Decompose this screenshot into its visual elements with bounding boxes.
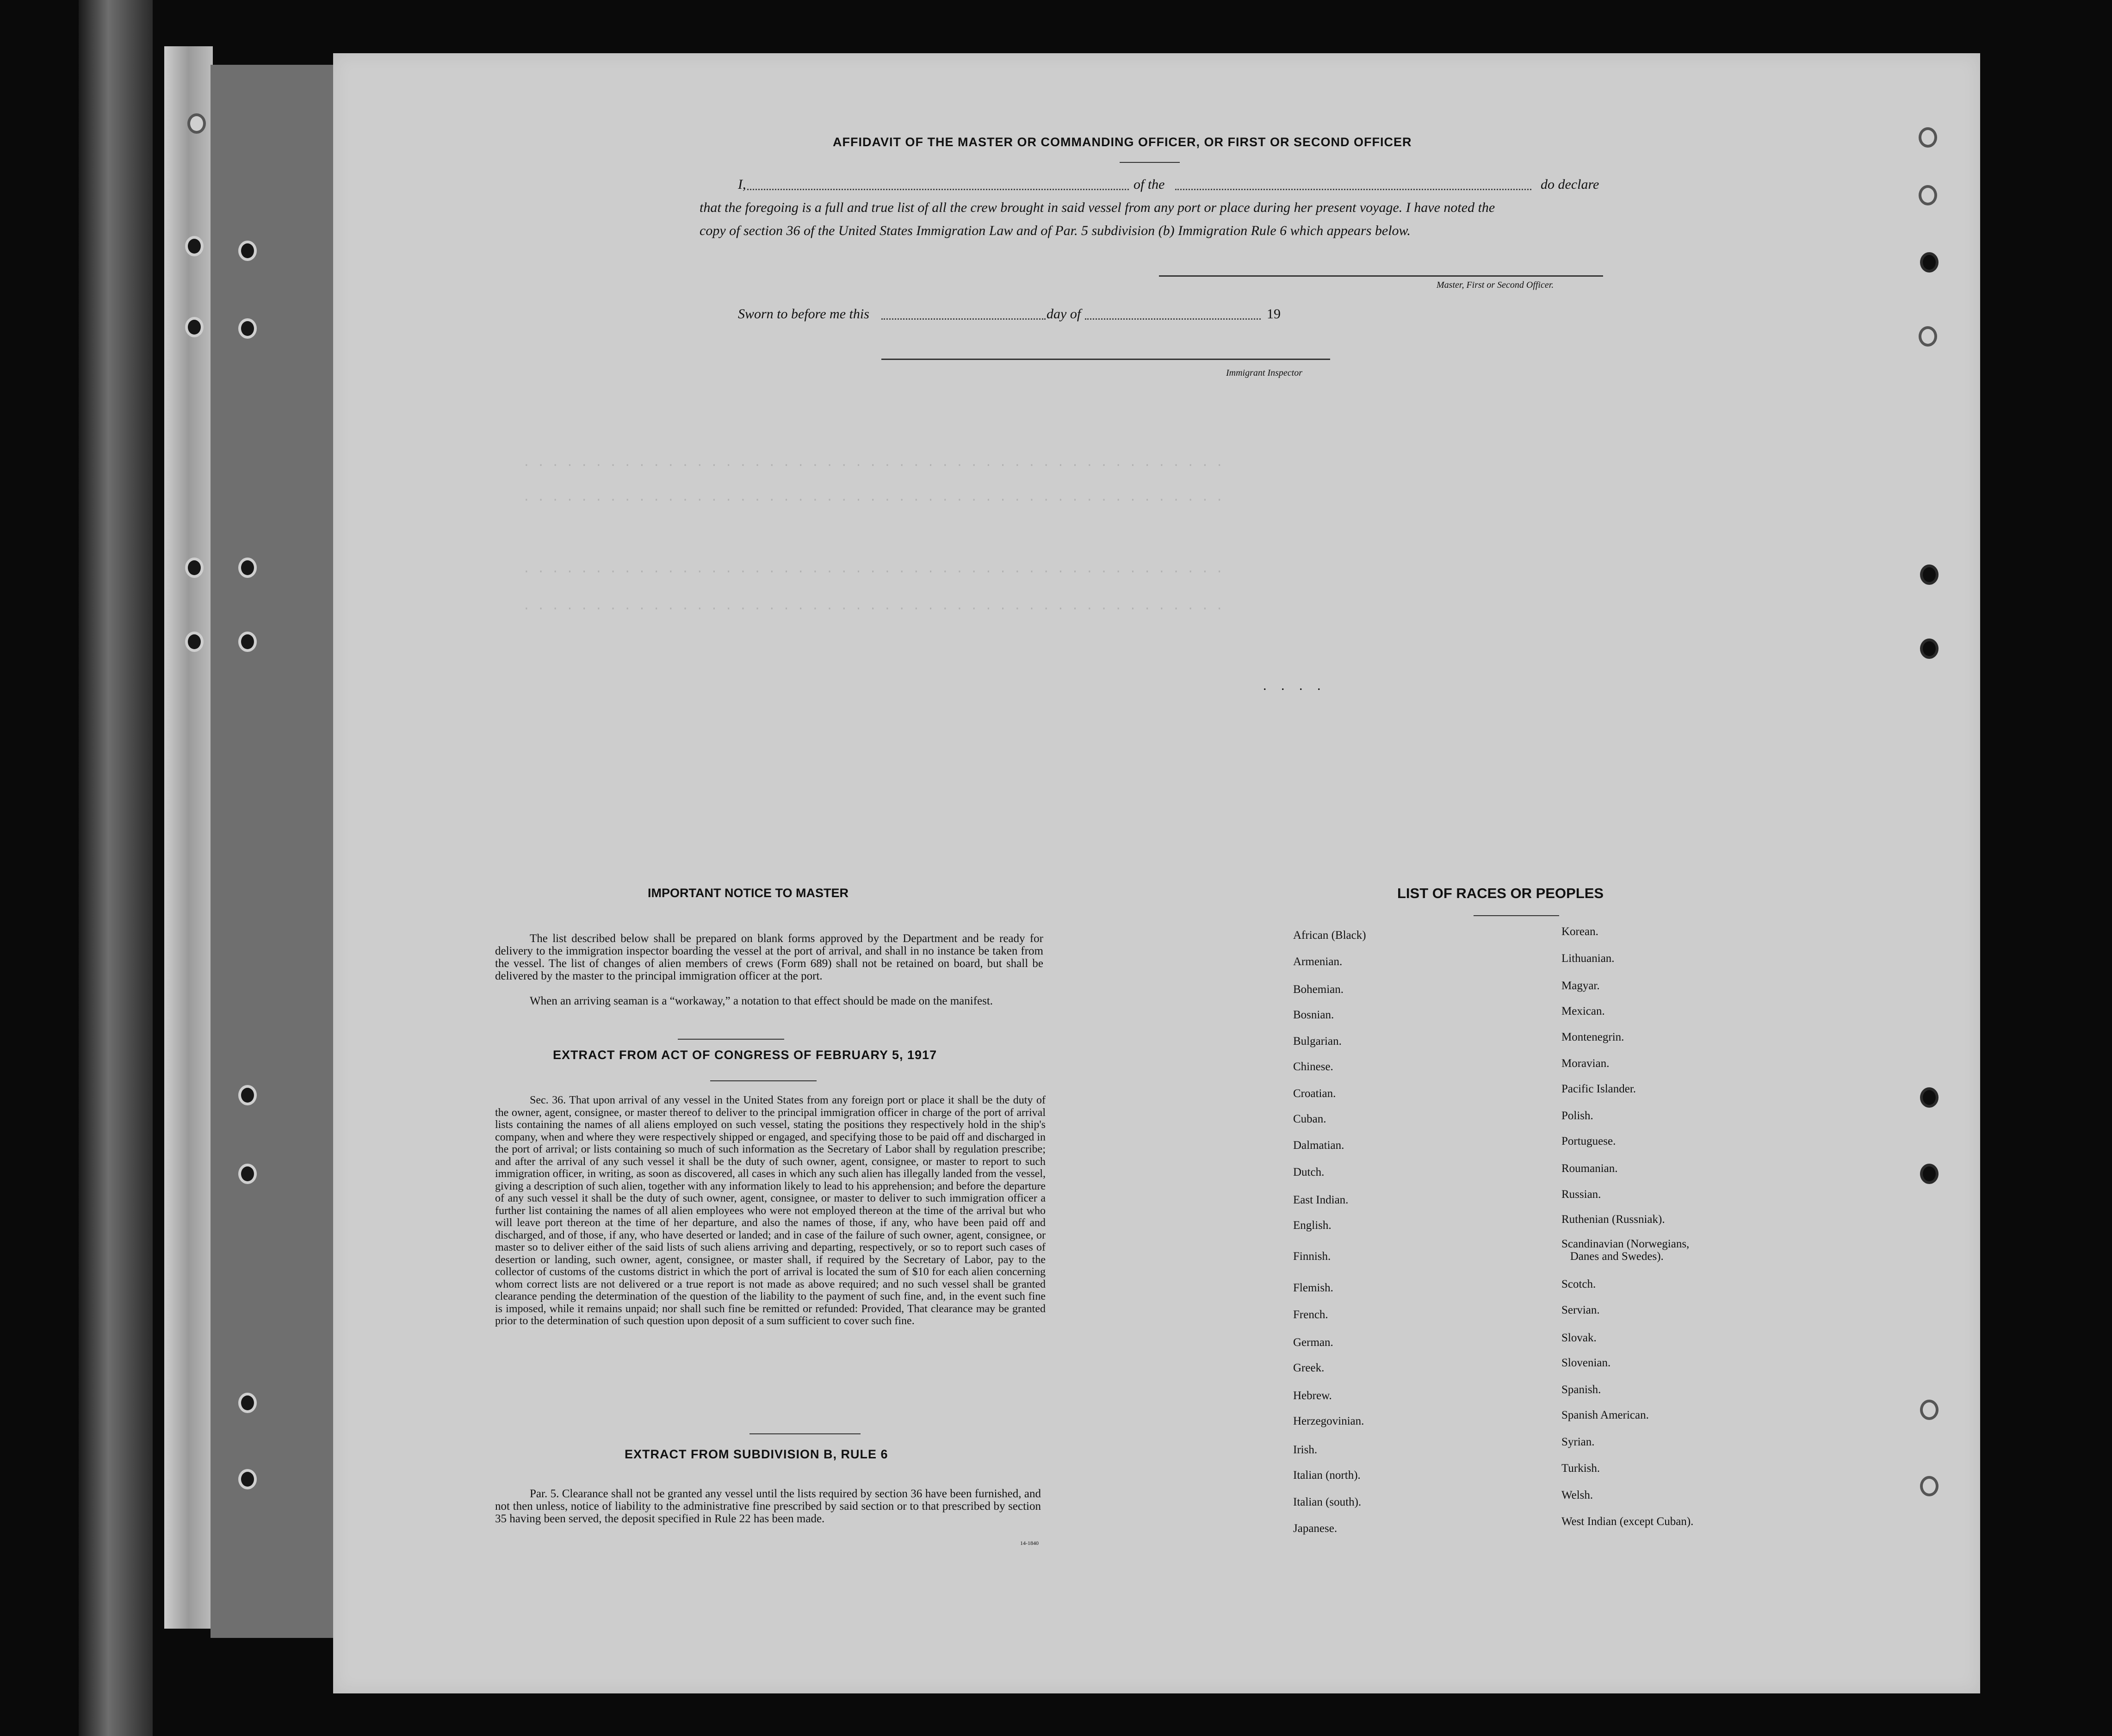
binder-hole [238,241,257,261]
race-right: Russian. [1561,1188,1601,1201]
film-edge-left [79,0,153,1736]
title-underline [1120,162,1180,163]
race-left: German. [1293,1336,1333,1349]
bleed-through-text: . . . . . . . . . . . . . . . . . . . . . . . . . . . . . . . . . . . . . . . . . . . . . . . . . [523,456,1223,470]
binder-hole [187,113,206,134]
race-right: Spanish. [1561,1383,1601,1396]
extract-act-title: EXTRACT FROM ACT OF CONGRESS OF FEBRUARY 5, 1917 [553,1048,937,1062]
race-right: Mexican. [1561,1005,1605,1017]
extract-act-body: Sec. 36. That upon arrival of any vessel in the United States from any foreign port or place it shall be the duty of the owner, agent, consignee, or master thereof to deliver to the principal immigration officer in charge of the port of arrival lists containing the names of all aliens employed on such vessel, stating the positions they respectively hold in the ship's company, when and where they were respectively shipped or engaged, and specifying those to be paid off and discharged in the port of arrival; or lists containing so much of such information as the Secretary of Labor shall by regulation prescribe; and after the arrival of any such vessel it shall be the duty of such owner, agent, consignee, or master to report to such immigration officer, in writing, as soon as discovered, all cases in which any such alien has illegally landed from the vessel, giving a description of such alien, together with any information likely to lead to his apprehension; and before the departure of any such vessel it shall be the duty of such owner, agent, consignee, or master to deliver to such immigration officer a further list containing the names of all alien employees who were not employed thereon at the time of the arrival but who will leave port thereon at the time of her departure, and also the names of those, if any, who have been paid off and discharged, and of those, if any, who have deserted or landed; and in case of the failure of such owner, agent, consignee, or master so to deliver either of the said lists of such aliens arriving and departing, respectively, or so to report such cases of desertion or landing, such owner, agent, consignee, or master shall, if required by the Secretary of Labor, pay to the collector of customs of the customs district in which the port of arrival is located the sum of $10 for each alien concerning whom correct lists are not delivered or a true report is not made as above required; and no such vessel shall be granted clearance pending the determination of the question of the liability to the payment of such fine, and, in the event such fine is imposed, while it remains unpaid; nor shall such fine be remitted or refunded: Provided, That clearance may be granted prior to the determination of such question upon deposit of a sum sufficient to cover such fine. [495,1094,1046,1327]
race-right: Syrian. [1561,1436,1595,1448]
notice-paragraph-1: The list described below shall be prepared on blank forms approved by the Department and be ready for delivery to the immigration inspector boarding the vessel at the port of arrival, and shall in no instance be taken from the vessel. The list of changes of alien members of crews (Form 689) shall not be retained on board, but shall be delivered by the master to the principal immigration officer at the port. [495,932,1043,982]
binder-hole [185,236,204,256]
extract-rule-title: EXTRACT FROM SUBDIVISION B, RULE 6 [625,1447,888,1461]
page-hole [1920,639,1939,659]
sworn-day-of: day of [1047,306,1081,322]
binder-hole [185,558,204,578]
binder-hole [238,318,257,339]
form-number: 14-1840 [1020,1540,1039,1546]
affidavit-declare: do declare [1541,177,1599,192]
affidavit-of-the: of the [1133,177,1165,192]
page-hole [1920,1476,1939,1496]
page-hole [1920,1087,1939,1108]
race-left: Finnish. [1293,1250,1331,1263]
race-left: Irish. [1293,1444,1318,1456]
binder-hole [238,558,257,578]
binder-hole [238,1469,257,1489]
dots: . . . . [1263,678,1326,693]
binder-hole [238,632,257,652]
page-hole [1919,185,1937,205]
race-right: Scotch. [1561,1278,1596,1290]
race-left: African (Black) [1293,929,1366,942]
divider [1474,915,1559,916]
binder-hole [238,1164,257,1184]
page-hole [1920,1164,1939,1184]
race-right: Slovak. [1561,1332,1597,1344]
race-left: Dutch. [1293,1166,1325,1178]
race-left: East Indian. [1293,1194,1349,1206]
sworn-year: 19 [1267,306,1281,322]
race-right: Moravian. [1561,1057,1610,1070]
race-right: Pacific Islander. [1561,1083,1636,1095]
race-left: Herzegovinian. [1293,1415,1364,1427]
races-title: LIST OF RACES OR PEOPLES [1397,885,1604,901]
underlying-sheet [211,65,349,1638]
binder-hole [185,317,204,337]
race-right: Turkish. [1561,1462,1600,1475]
race-left: Hebrew. [1293,1389,1332,1402]
race-right: Roumanian. [1561,1162,1618,1175]
page-hole [1920,1400,1939,1420]
race-left: Chinese. [1293,1060,1333,1073]
page-hole [1920,252,1939,273]
notice-title: IMPORTANT NOTICE TO MASTER [648,886,849,900]
race-right: Spanish American. [1561,1409,1649,1421]
race-left: English. [1293,1219,1332,1232]
race-right: Portuguese. [1561,1135,1616,1147]
page-hole [1920,564,1939,585]
sworn-prefix: Sworn to before me this [738,306,869,322]
race-left: Bosnian. [1293,1009,1334,1021]
binder-hole [238,1393,257,1413]
page-hole [1919,127,1937,148]
affidavit-title: AFFIDAVIT OF THE MASTER OR COMMANDING OFFICER, OR FIRST OR SECOND OFFICER [833,135,1412,149]
bleed-through-text: . . . . . . . . . . . . . . . . . . . . . . . . . . . . . . . . . . . . . . . . . . . . . . . . . [523,599,1223,613]
race-right: Scandinavian (Norwegians, Danes and Swedes). [1561,1238,1690,1263]
affidavit-line-3: copy of section 36 of the United States Immigration Law and of Par. 5 subdivision (b) Immigration Rule 6 which appears below. [700,223,1411,238]
race-left: Greek. [1293,1362,1325,1374]
signature-caption: Master, First or Second Officer. [1437,280,1554,290]
race-right: Magyar. [1561,980,1600,992]
race-left: Dalmatian. [1293,1139,1344,1152]
race-left: Italian (south). [1293,1496,1362,1508]
race-left: Flemish. [1293,1282,1333,1294]
binder-strip [164,46,213,1629]
signature-line [1159,275,1603,277]
race-right: Polish. [1561,1110,1593,1122]
affidavit-i: I, [738,177,746,192]
race-right: Korean. [1561,925,1598,938]
race-right: Lithuanian. [1561,952,1615,965]
race-left: Croatian. [1293,1087,1336,1100]
affidavit-line-2: that the foregoing is a full and true list of all the crew brought in said vessel from any port or place during her present voyage. I have noted the [700,200,1495,215]
divider [749,1433,861,1434]
race-left: Armenian. [1293,955,1343,968]
notice-paragraph-2: When an arriving seaman is a “workaway,” a notation to that effect should be made on the manifest. [530,995,993,1007]
bleed-through-text: . . . . . . . . . . . . . . . . . . . . . . . . . . . . . . . . . . . . . . . . . . . . . . . . . [523,490,1223,504]
sworn-month-blank [1085,318,1261,320]
race-right: Servian. [1561,1304,1600,1316]
race-left: Bohemian. [1293,983,1344,996]
race-right: Welsh. [1561,1489,1593,1501]
inspector-caption: Immigrant Inspector [1226,368,1302,378]
race-right: Montenegrin. [1561,1031,1624,1043]
bleed-through-text: . . . . . . . . . . . . . . . . . . . . . . . . . . . . . . . . . . . . . . . . . . . . . . . . . [523,562,1223,576]
page-hole [1919,326,1937,347]
vessel-blank [1175,189,1531,190]
race-left: Italian (north). [1293,1469,1361,1482]
divider [678,1039,784,1040]
extract-rule-body: Par. 5. Clearance shall not be granted any vessel until the lists required by section 36 have been furnished, and not then unless, notice of liability to the administrative fine prescribed by said section or to that prescribed by section 35 having been served, the deposit specified in Rule 22 has been made. [495,1488,1041,1525]
binder-hole [185,632,204,652]
race-left: Japanese. [1293,1522,1338,1535]
race-left: French. [1293,1308,1328,1321]
race-left: Bulgarian. [1293,1035,1342,1048]
name-blank [747,189,1129,190]
divider [710,1080,817,1081]
inspector-signature-line [881,359,1330,360]
binder-hole [238,1085,257,1105]
race-left: Cuban. [1293,1113,1326,1125]
sworn-day-blank [881,318,1046,320]
race-right: Ruthenian (Russniak). [1561,1213,1665,1226]
race-right: West Indian (except Cuban). [1561,1515,1694,1528]
manifest-page [333,53,1980,1693]
race-right: Slovenian. [1561,1357,1611,1369]
